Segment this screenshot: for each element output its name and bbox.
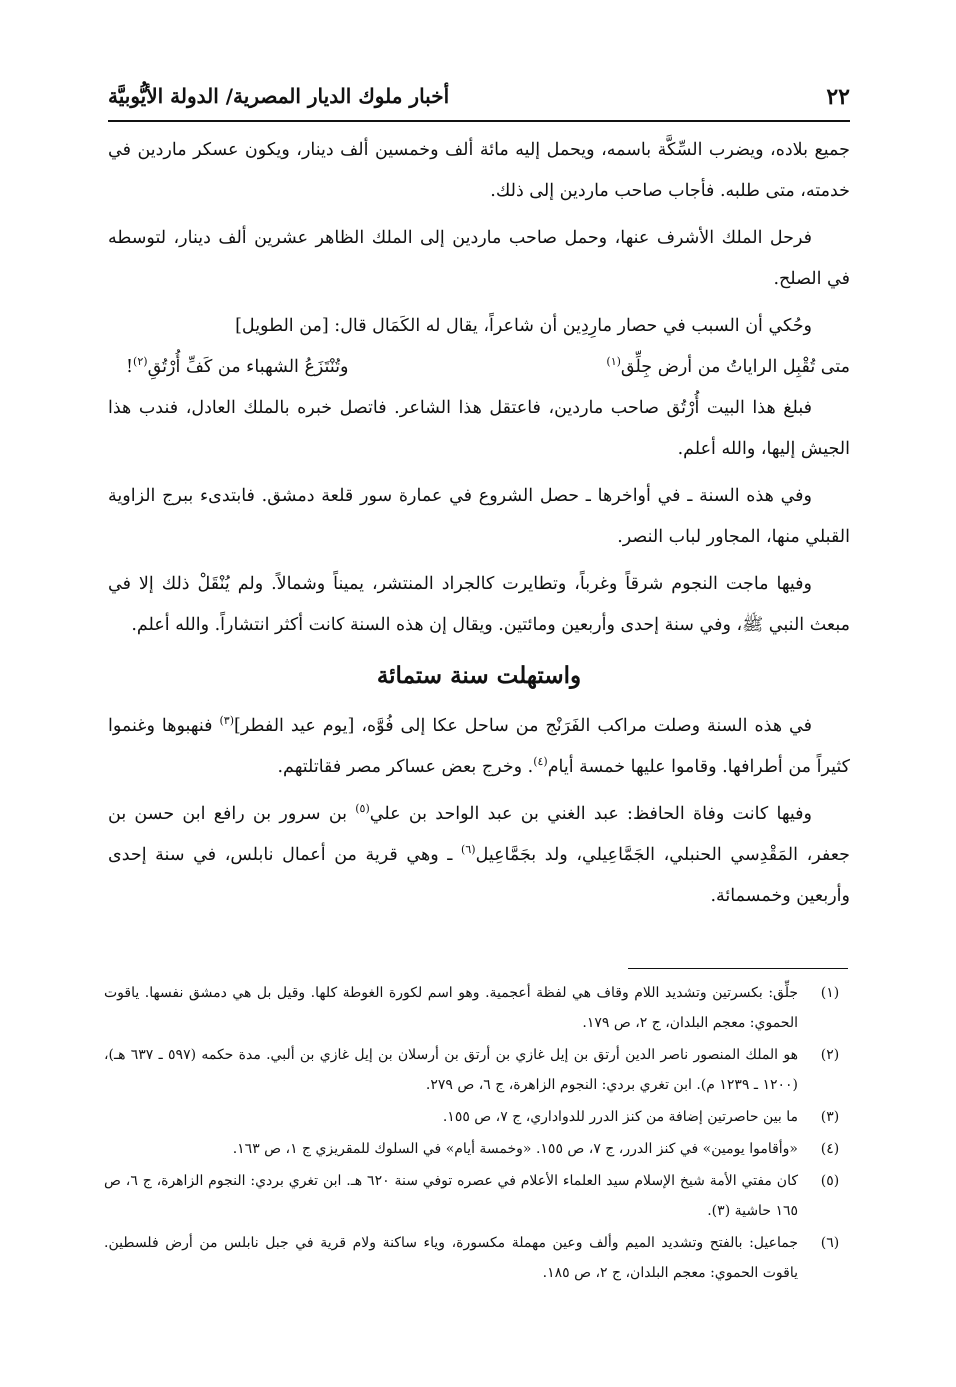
footnote (104, 1040, 852, 1100)
footnote-ref: (٥) (355, 802, 370, 816)
footnote-number: (٢) (820, 1047, 840, 1063)
footnote-text: جماعيل: بالفتح وتشديد الميم وألف وعين مهملة مكسورة، وياء ساكنة ولام قرية في جبل نابلس من أرض فلسطين. ياقوت الحموي: معجم البلدان، ج ٢، ص ١٨٥. (104, 1235, 798, 1281)
paragraph: في هذه السنة وصلت مراكب الفَرَنْج من ساحل عكا إلى فُوَّه، [يوم عيد الفطر]$^{(٣)}$ فنهبوها وغنموا كثيراً من أطرافها. وقاموا عليها خمسة أيام$^{(٤)}$. وخرج بعض عساكر مصر فقاتلتهم. (108, 714, 850, 777)
paragraph: جميع بلاده، ويضرب السِّكَّة باسمه، ويحمل إليه مائة ألف وخمسين ألف دينار، ويكون عسكر ماردين في خدمته، متى طلبه. فأجاب صاحب ماردين إلى ذلك. (108, 140, 850, 201)
footnote-text: «وأقاموا يومين» في كنز الدرر، ج ٧، ص ١٥٥. «وخمسة أيام» في السلوك للمقريزي ج ١، ص ١٦٣. (232, 1141, 798, 1157)
footnote-number: (٤) (820, 1141, 840, 1157)
paragraph: فبلغ هذا البيت أُرْتُق صاحب ماردين، فاعتقل هذا الشاعر. فاتصل خبره بالملك العادل، فندب هذا الجيش إليها، والله أعلم. (108, 398, 850, 459)
footnote-number: (٦) (820, 1235, 840, 1251)
footnote (104, 978, 852, 1038)
paragraph: فرحل الملك الأشرف عنها، وحمل صاحب ماردين إلى الملك الظاهر عشرين ألف دينار، لتوسطه في الصلح. (108, 228, 850, 289)
verse-second-hemistich: وتُنْتَزَعُ الشهباء من كَفِّ أُرْتُقِ$^{(٢)}$! (126, 355, 349, 377)
footnote-divider (628, 968, 848, 969)
footnote (104, 1228, 852, 1288)
footnote (104, 1166, 852, 1226)
footnote-ref: (٤) (533, 755, 548, 769)
footnote-number: (٣) (820, 1109, 840, 1125)
footnote-number: (١) (820, 985, 840, 1001)
footnote-number: (٥) (820, 1173, 840, 1189)
footnote-text: ما بين حاصرتين إضافة من كنز الدرر للدواداري، ج ٧، ص ١٥٥. (442, 1109, 798, 1125)
footnote (104, 1102, 852, 1132)
footnotes (104, 978, 852, 1290)
footnote-ref: (٢) (133, 355, 148, 369)
paragraph: وفي هذه السنة ـ في أواخرها ـ حصل الشروع في عمارة سور قلعة دمشق. فابتدىء ببرج الزاوية القبلي منها، المجاور لباب النصر. (108, 486, 850, 547)
footnote-ref: (١) (606, 355, 621, 369)
footnote-text: هو الملك المنصور ناصر الدين أرتق بن إيل غازي بن أرتق بن أرسلان بن إيل غازي بن ألبي. مدة حكمه (٥٩٧ ـ ٦٣٧ هـ)، (١٢٠٠ ـ ١٢٣٩ م). ابن تغري بردي: النجوم الزاهرة، ج ٦، ص ٢٧٩. (104, 1047, 798, 1093)
footnote-text: كان مفتي الأمة شيخ الإسلام سيد العلماء الأعلام في عصره توفي سنة ٦٢٠ هـ. ابن تغري بردي: النجوم الزاهرة، ج ٦، ص ١٦٥ حاشية (٣). (104, 1173, 798, 1219)
footnote-ref: (٦) (461, 843, 476, 857)
paragraph: وفيها كانت وفاة الحافظ: عبد الغني بن عبد الواحد بن علي$^{(٥)}$ بن سرور بن رافع ابن حسن بن جعفر، المَقْدِسي الحنبلي، الجَمَّاعِيلي، ولد بجَمَّاعِيل$^{(٦)}$ ـ وهي قرية من أعمال نابلس، في سنة إحدى وأربعين وخمسمائة. (108, 802, 850, 906)
page-header (108, 78, 850, 122)
footnote-text: جلِّق: بكسرتين وتشديد اللام وقاف هي لفظة أعجمية. وهو اسم لكورة الغوطة كلها. وقيل بل هي دمشق نفسها. ياقوت الحموي: معجم البلدان، ج ٢، ص ١٧٩. (104, 985, 798, 1031)
footnote (104, 1134, 852, 1164)
running-head: أخبار ملوك الديار المصرية/ الدولة الأيُّوبيَّة (108, 84, 450, 108)
paragraph: وفيها ماجت النجوم شرقاً وغرباً، وتطايرت كالجراد المنتشر، يميناً وشمالاً. ولم يُنْقَلْ ذلك إلا في مبعث النبي ﷺ، وفي سنة إحدى وأربعين ومائتين. ويقال إن هذه السنة كانت أكثر انتشاراً. والله أعلم. (108, 574, 850, 635)
paragraph: وحُكي أن السبب في حصار مارِدِين أن شاعراً، يقال له الكَمَال قال: [من الطويل] (235, 316, 812, 336)
footnote-ref: (٣) (219, 714, 234, 728)
poem-verse (108, 347, 850, 388)
main-text (108, 130, 850, 917)
page-number: ٢٢ (826, 84, 850, 110)
verse-first-hemistich: متى تُقْبِل الراياتُ من أرض جِلِّق$^{(١)}$ (606, 355, 850, 377)
section-heading: واستهلت سنة ستمائة (376, 662, 582, 689)
